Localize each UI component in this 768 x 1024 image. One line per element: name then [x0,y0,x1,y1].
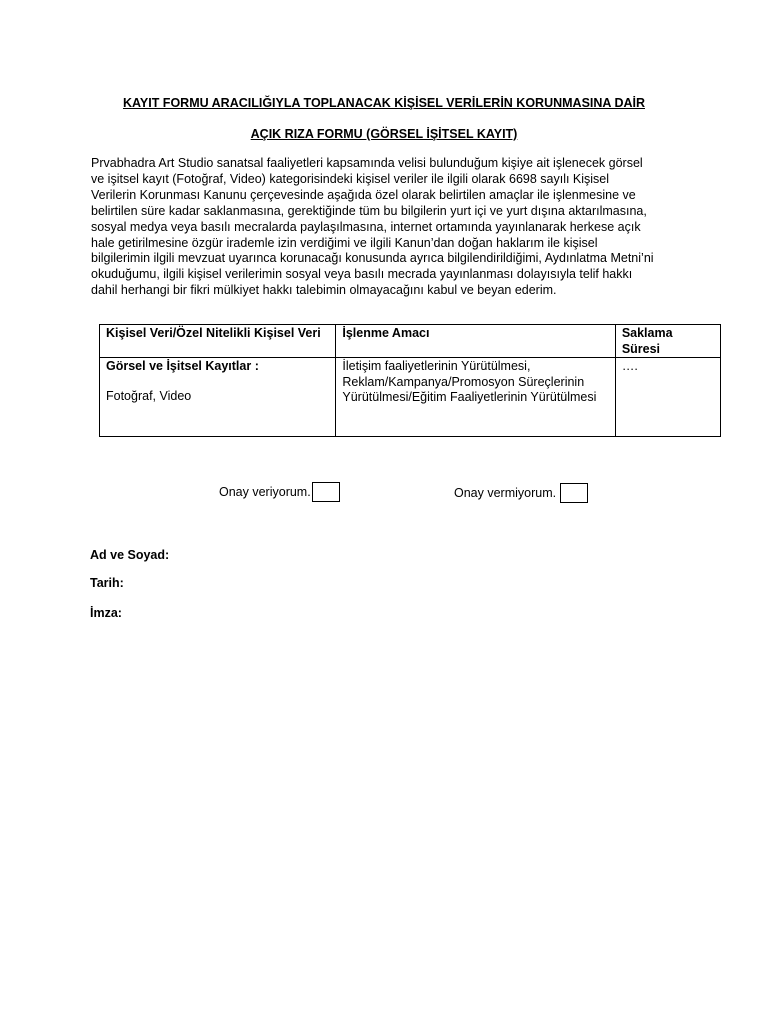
header-retention-period: Saklama Süresi [615,325,720,358]
table-row [100,358,721,437]
cell-purpose [336,358,615,437]
signature-label: İmza: [90,606,122,620]
cell-data-category [100,358,336,437]
name-surname-label: Ad ve Soyad: [90,548,170,562]
consent-yes-label: Onay veriyorum. [219,485,311,499]
consent-no-label: Onay vermiyorum. [454,486,557,500]
paragraph-line: bilgilerimin ilgili mevzuat uyarınca korunacağı konusunda ayrıca bilgilendirildiğimi, Aydınlatma Metni’ni [91,251,654,266]
form-title: KAYIT FORMU ARACILIĞIYLA TOPLANACAK KİŞİSEL VERİLERİN KORUNMASINA DAİR [122,96,645,110]
header-personal-data: Kişisel Veri/Özel Nitelikli Kişisel Veri [100,325,336,358]
category-detail: Fotoğraf, Video [106,388,192,403]
paragraph-line: okuduğumu, ilgili kişisel verilerimin sosyal veya basılı mecrada yayınlanması dolayısıyla telif hakkı [91,267,633,282]
paragraph-line: sosyal medya veya basılı mecralarda paylaşılmasına, internet ortamında yayınlanarak herkese açık [91,219,641,234]
consent-no [454,483,588,503]
paragraph-line: Verilerin Korunması Kanunu çerçevesinde aşağıda özel olarak belirtilen amaçlar ile işlenmesine ve [91,187,636,202]
paragraph-line: hale getirilmesine özgür irademle izin verdiğimi ve ilgili Kanun’dan doğan haklarım ile kişisel [91,235,598,250]
purpose-line: Yürütülmesi/Eğitim Faaliyetlerinin Yürütülmesi [342,390,597,404]
header-processing-purpose: İşlenme Amacı [336,325,615,358]
category-title: Görsel ve İşitsel Kayıtlar : [106,359,259,373]
consent-yes [219,482,340,502]
table-header-row [100,325,721,358]
consent-no-checkbox[interactable] [560,483,588,503]
paragraph-line: Prvabhadra Art Studio sanatsal faaliyetleri kapsamında velisi bulunduğum kişiye ait işlenecek görsel [91,156,643,170]
purpose-line: İletişim faaliyetlerinin Yürütülmesi, [342,359,531,373]
consent-yes-checkbox[interactable] [312,482,340,502]
cell-retention: …. [615,358,720,437]
date-label: Tarih: [90,576,124,590]
data-processing-table [99,324,721,437]
consent-paragraph [91,156,691,299]
paragraph-line: dahil herhangi bir fikri mülkiyet hakkı talebimin olmayacağını kabul ve beyan ederim. [91,283,557,298]
paragraph-line: belirtilen süre kadar saklanmasına, gerektiğinde tüm bu bilgilerin yurt içi ve yurt dışına aktarılmasına, [91,203,647,218]
purpose-line: Reklam/Kampanya/Promosyon Süreçlerinin [342,374,585,389]
paragraph-line: ve işitsel kayıt (Fotoğraf, Video) kategorisindeki kişisel veriler ile ilgili olarak 6698 sayılı Kişisel [91,171,610,186]
form-subtitle: AÇIK RIZA FORMU (GÖRSEL İŞİTSEL KAYIT) [250,127,518,141]
